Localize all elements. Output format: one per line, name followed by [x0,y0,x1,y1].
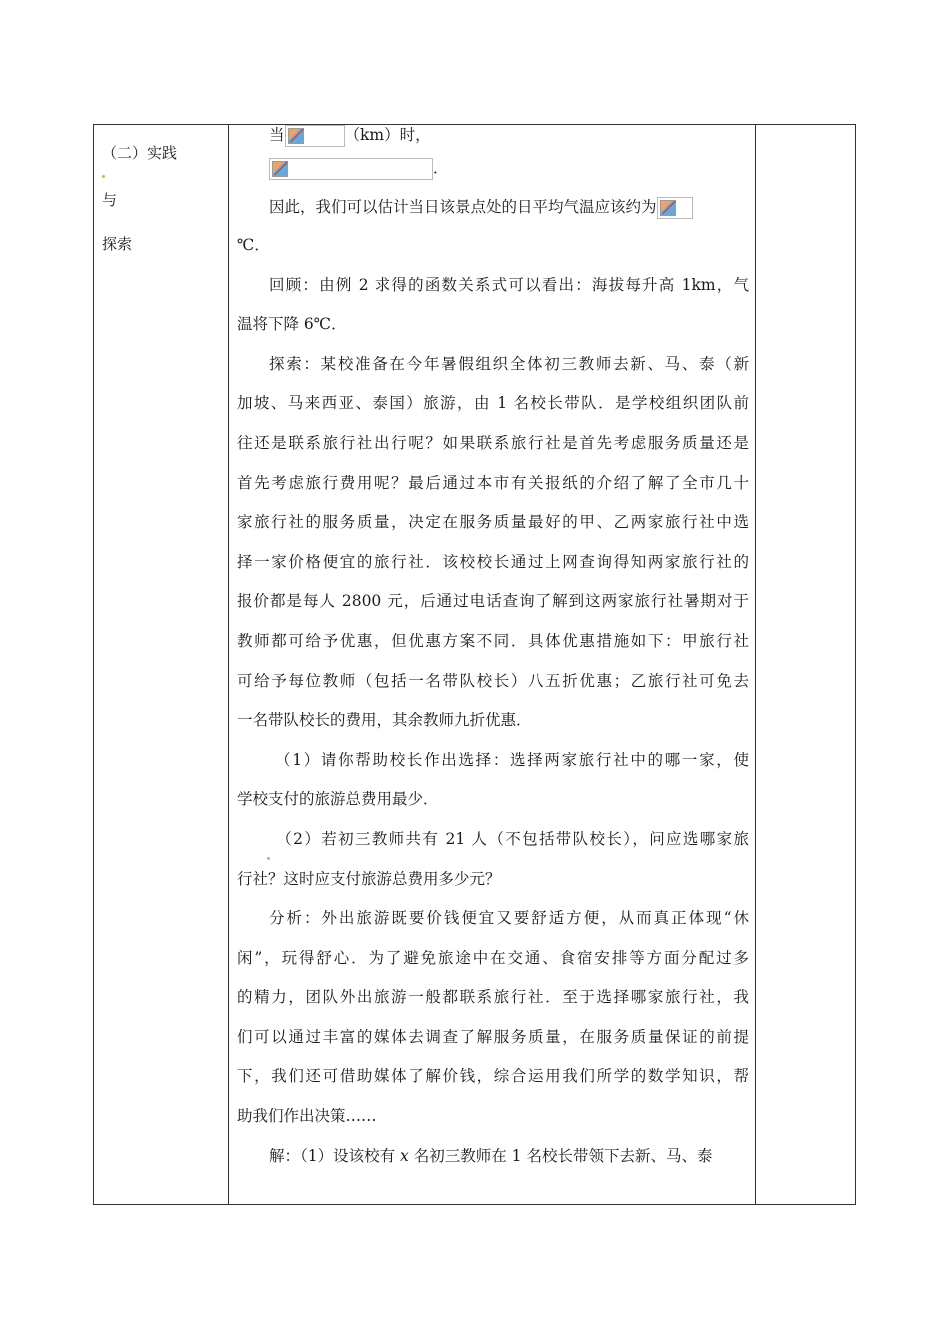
text-dang: 当 [269,126,285,144]
line-17: （1）请你帮助校长作出选择：选择两家旅行社中的哪一家，使 [275,750,749,769]
section-label-line1b: 与 [102,191,118,209]
text: （2）若初三教师共有 21 人（不包括带队校长），问应选哪家旅 [276,829,749,848]
line-27 [237,1137,749,1177]
line-16: 一名带队校长的费用，其余教师九折优惠． [237,711,532,730]
line-10: 首先考虑旅行费用呢？最后通过本市有关报纸的介绍了解了全市几十 [237,473,749,492]
section-label-line1: （二）实践 [102,144,178,162]
line-11: 家旅行社的服务质量，决定在服务质量最好的甲、乙两家旅行社中选 [237,513,749,532]
line-26: 助我们作出决策…… [237,1107,377,1126]
line-15: 可给予每位教师（包括一名带队校长）八五折优惠；乙旅行社可免去 [237,671,749,690]
line-5: 回顾：由例 2 求得的函数关系式可以看出：海拔每升高 1km，气 [269,275,749,294]
section-label [102,131,227,266]
line-3 [237,188,749,226]
period: ． [433,159,449,177]
line-24: 们可以通过丰富的媒体去调查了解服务质量，在服务质量保证的前提 [237,1027,749,1046]
line-4: ℃． [237,236,270,254]
line-14: 教师都可给予优惠，但优惠方案不同．具体优惠措施如下：甲旅行社 [237,631,749,650]
line-7: 探索：某校准备在今年暑假组织全体初三教师去新、马、泰（新 [269,354,749,373]
column-divider-1 [228,125,229,1204]
text: 因此，我们可以估计当日该景点处的日平均气温应该约为 [269,198,657,216]
line-6: 温将下降 6℃． [237,315,347,334]
column-divider-2 [755,125,756,1204]
line-19 [237,820,749,860]
line-1 [237,125,749,148]
line-25: 下，我们还可借助媒体了解价钱，综合运用我们所学的数学知识，帮 [237,1067,749,1086]
line-18: 学校支付的旅游总费用最少． [237,790,439,809]
line-13: 报价都是每人 2800 元，后通过电话查询了解到这两家旅行社暑期对于 [237,592,749,611]
line-23: 的精力，团队外出旅游一般都联系旅行社．至于选择哪家旅行社，我 [237,988,749,1007]
section-label-line2: 探索 [102,235,133,253]
line-22: 闲”，玩得舒心．为了避免旅途中在交通、食宿安排等方面分配过多 [237,948,749,967]
text: 解：（1）设该校有 [269,1146,401,1165]
line-2 [237,148,749,188]
content-body [237,125,749,1176]
line-21: 分析：外出旅游既要价钱便宜又要舒适方便，从而真正体现“休 [269,909,749,928]
marker-dot [102,175,105,178]
formula-image-2 [269,158,433,180]
line-9: 往还是联系旅行社出行呢？如果联系旅行社是首先考虑服务质量还是 [237,433,749,452]
lesson-table [93,124,856,1205]
line-8: 加坡、马来西亚、泰国）旅游，由 1 名校长带队．是学校组织团队前 [237,394,749,413]
formula-image-1 [285,125,345,147]
line-12: 择一家价格便宜的旅行社．该校校长通过上网查询得知两家旅行社的 [237,552,749,571]
variable-x: x [400,1146,409,1165]
text-km: （km）时， [344,126,431,144]
text: 名初三教师在 1 名校长带领下去新、马、泰 [408,1146,713,1165]
line-20: 行社？这时应支付旅游总费用多少元？ [237,869,501,888]
formula-image-3 [657,197,693,219]
